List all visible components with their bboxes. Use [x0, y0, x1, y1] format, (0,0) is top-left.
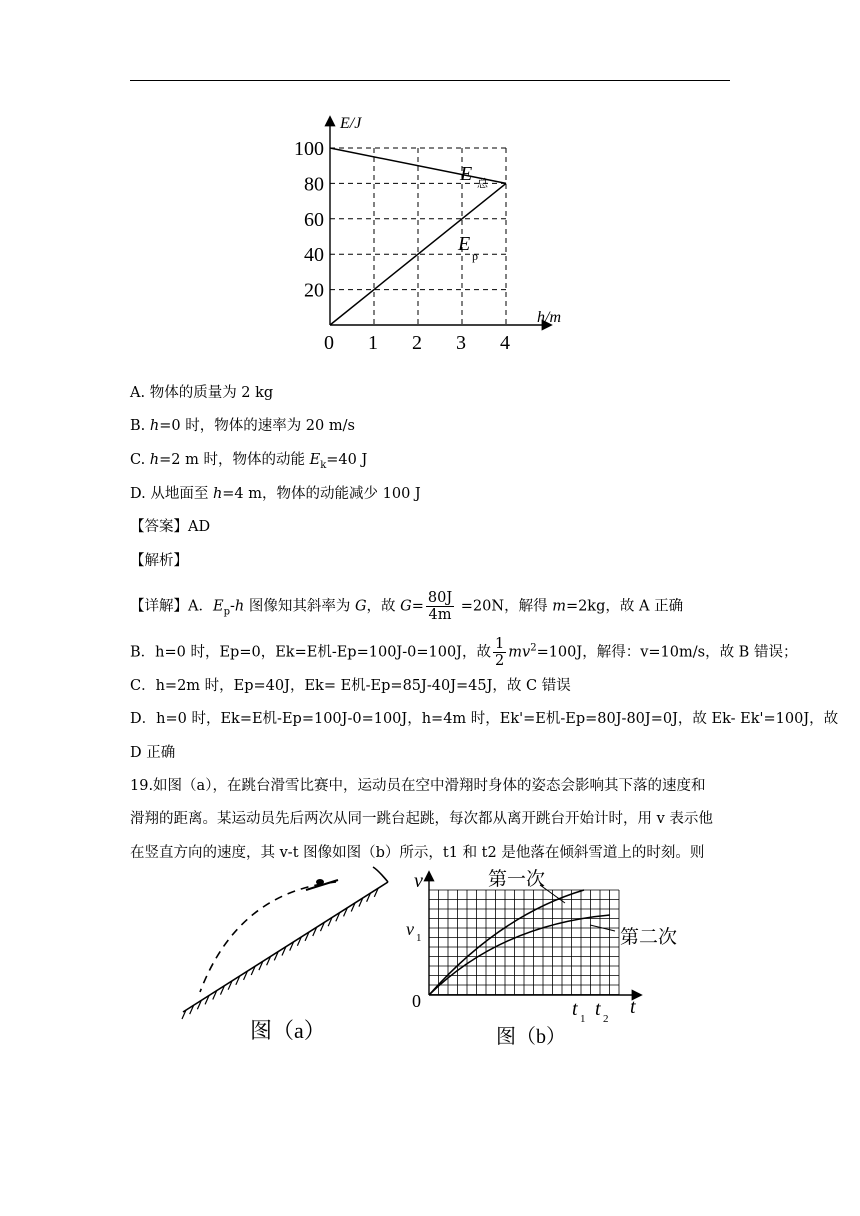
e-total-sub: 总 [477, 178, 488, 190]
first-attempt-label: 第一次 [488, 869, 546, 890]
option-c: C. h=2 m 时，物体的动能 $E_k=40$ J [130, 452, 368, 471]
curve-second [429, 915, 610, 995]
option-b: B. h=0 时，物体的速率为 20 m/s [130, 418, 355, 434]
y-tick-label: 60 [304, 208, 324, 231]
y-tick-label: 20 [304, 279, 324, 302]
y-tick-label: 80 [304, 173, 324, 196]
energy-height-chart [280, 110, 580, 360]
solution-line-3: C．h=2m 时，Ep=40J，Ek= E机-Ep=85J-40J=45J，故 C 错误 [130, 678, 571, 694]
t-axis-label: t [630, 996, 636, 1018]
t2-sub: 2 [603, 1013, 609, 1025]
q19-line-3: 在竖直方向的速度，其 v-t 图像如图（b）所示，t1 和 t2 是他落在倾斜雪道上的时刻。则 [130, 845, 705, 861]
curve-first [429, 890, 584, 995]
t1-sub: 1 [580, 1013, 586, 1025]
t1-label: t [572, 998, 578, 1020]
figure-a-ski-slope [178, 862, 398, 1047]
origin-label: 0 [412, 991, 421, 1011]
figure-b-vt-graph [400, 865, 700, 1050]
figure-a-caption: 图（a） [250, 1018, 326, 1043]
y-tick-label: 100 [294, 138, 324, 160]
e-total-label: E [460, 163, 473, 185]
t2-label: t [595, 998, 601, 1020]
vt-grid [429, 890, 619, 995]
option-a: A. 物体的质量为 2 kg [130, 385, 274, 401]
v-axis-label: v [414, 870, 423, 892]
second-attempt-label: 第二次 [620, 927, 678, 948]
x-tick-label: 0 [324, 332, 334, 354]
chart-grid [330, 148, 506, 325]
v1-sub: 1 [416, 932, 422, 944]
solution-line-2: B．h=0 时，Ep=0，Ek=E机-Ep=100J-0=100J，故 $\frac{1}{2}$ $mv^2=100J$，解得：v=10m/s，故 B 错误； [130, 636, 798, 669]
solution-line-1: 【详解】A．$E_p-h$ 图像知其斜率为 G，故 G= $\frac{80J}{4m}$ =20N，解得 m=2kg，故 A 正确 [130, 590, 684, 623]
y-axis-label: E/J [340, 115, 362, 132]
x-tick-label: 2 [412, 332, 422, 354]
x-tick-label: 4 [500, 332, 510, 354]
x-axis-label: h/m [537, 309, 561, 326]
analysis-header: 【解析】 [130, 553, 188, 569]
fraction-one-half: $\frac{1}{2}$ [495, 636, 505, 669]
ep-label: E [458, 233, 471, 255]
fraction-80j-4m: $\frac{80J}{4m}$ [427, 590, 453, 623]
q19-line-1: 19.如图（a），在跳台滑雪比赛中，运动员在空中滑翔时身体的姿态会影响其下落的速度和 [130, 778, 706, 794]
ep-sub: p [472, 249, 478, 263]
option-d: D. 从地面至 h=4 m，物体的动能减少 100 J [130, 486, 421, 502]
answer: 【答案】AD [130, 519, 211, 535]
y-tick-label: 40 [304, 244, 324, 267]
v1-label: v [406, 919, 414, 939]
header-rule [130, 80, 730, 81]
figure-b-caption: 图（b） [496, 1026, 566, 1048]
q19-line-2: 滑翔的距离。某运动员先后两次从同一跳台起跳，每次都从离开跳台开始计时，用 v 表示他 [130, 811, 713, 827]
x-tick-label: 3 [456, 332, 466, 354]
solution-line-5: D 正确 [130, 745, 176, 761]
solution-line-4: D．h=0 时，Ek=E机-Ep=100J-0=100J，h=4m 时，Ek'=E机-Ep=80J-80J=0J，故 Ek- Ek'=100J，故 [130, 711, 839, 727]
x-tick-label: 1 [368, 332, 378, 354]
